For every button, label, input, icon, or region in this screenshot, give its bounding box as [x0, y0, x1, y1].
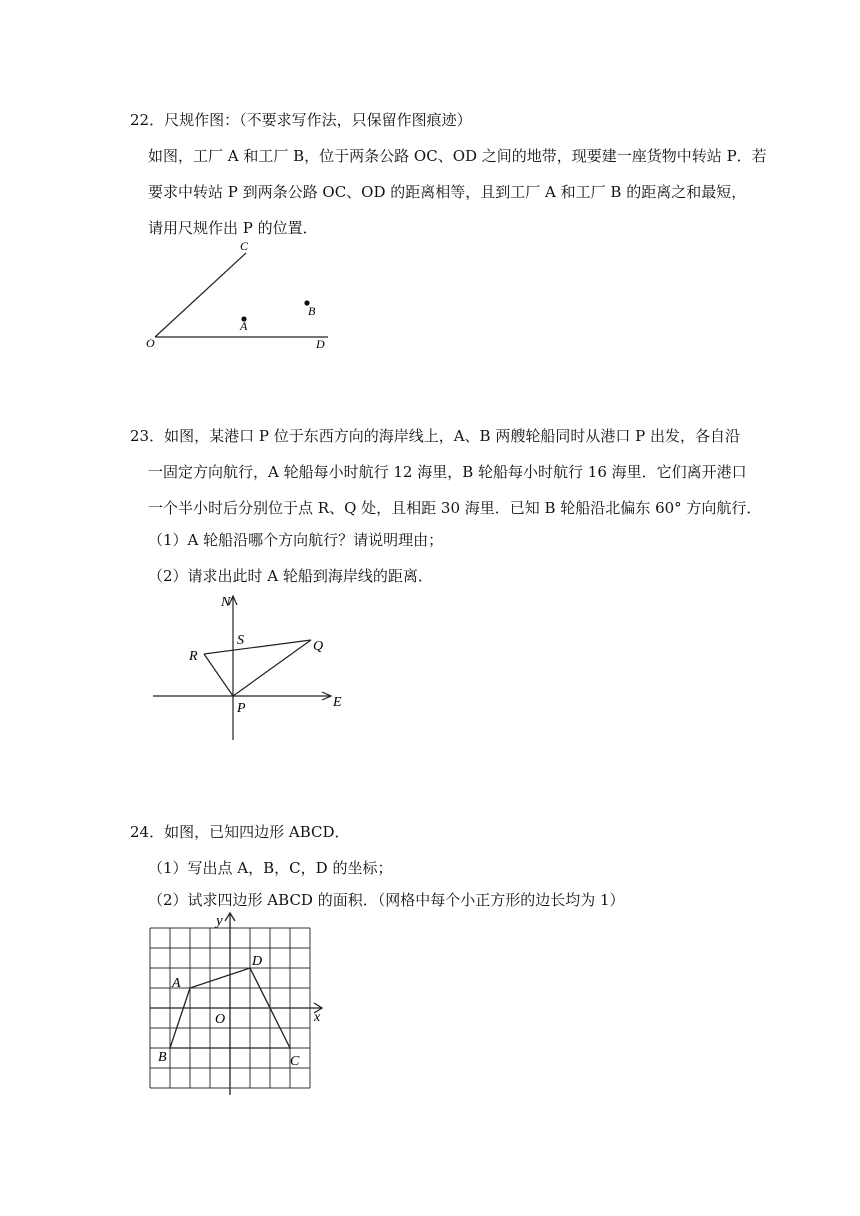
ray-oc: [155, 253, 246, 337]
q23-sub-1: （1）A 轮船沿哪个方向航行？请说明理由；: [148, 531, 444, 549]
q24-sub-1: （1）写出点 A，B，C，D 的坐标；: [148, 859, 393, 877]
label-c: C: [240, 239, 249, 253]
q23-sub-2: （2）请求出此时 A 轮船到海岸线的距离．: [148, 567, 433, 585]
q24-title: 如图，已知四边形 ABCD．: [164, 823, 350, 841]
label-x: x: [314, 1010, 321, 1025]
q22-title: 尺规作图：（不要求写作法，只保留作图痕迹）: [164, 111, 472, 129]
q22-line-1: 如图，工厂 A 和工厂 B，位于两条公路 OC、OD 之间的地带，现要建一座货物中转站 P．若: [148, 147, 767, 165]
label-o: O: [215, 1012, 226, 1027]
q23-number: 23．: [130, 427, 165, 445]
label-y: y: [216, 913, 223, 929]
label-s: S: [237, 633, 244, 648]
label-a: A: [172, 976, 181, 991]
q24-line-1: [130, 822, 350, 842]
label-b: B: [308, 304, 316, 318]
label-c: C: [290, 1054, 300, 1069]
label-d: D: [316, 337, 325, 351]
q22-number: 22．: [130, 111, 165, 129]
label-q: Q: [313, 639, 324, 654]
q24-sub-2: （2）试求四边形 ABCD 的面积．（网格中每个小正方形的边长均为 1）: [148, 891, 625, 909]
label-r: R: [189, 649, 198, 664]
q22-line-2: 要求中转站 P 到两条公路 OC、OD 的距离相等，且到工厂 A 和工厂 B 的距离之和最短，: [148, 183, 747, 201]
q23-line-1-text: 如图，某港口 P 位于东西方向的海岸线上，A、B 两艘轮船同时从港口 P 出发，各自沿: [164, 427, 740, 445]
label-o: O: [146, 336, 155, 350]
label-e: E: [333, 695, 342, 710]
q23-figure: [145, 588, 355, 748]
label-d: D: [252, 954, 263, 969]
q23-line-3: 一个半小时后分别位于点 R、Q 处，且相距 30 海里．已知 B 轮船沿北偏东 60° 方向航行．: [148, 499, 762, 517]
label-n: N: [221, 595, 231, 610]
segment-pr: [204, 654, 233, 696]
q23-line-1: [130, 426, 740, 446]
q22-line-3: 请用尺规作出 P 的位置．: [148, 219, 318, 237]
q24-figure: [140, 905, 340, 1100]
label-p: P: [237, 701, 246, 716]
q22-header: [130, 110, 472, 130]
q22-figure: [140, 238, 340, 353]
q23-line-2: 一固定方向航行，A 轮船每小时航行 12 海里，B 轮船每小时航行 16 海里．它们离开港口: [148, 463, 747, 481]
label-b: B: [158, 1050, 167, 1065]
q24-number: 24．: [130, 823, 165, 841]
label-a: A: [240, 319, 248, 333]
